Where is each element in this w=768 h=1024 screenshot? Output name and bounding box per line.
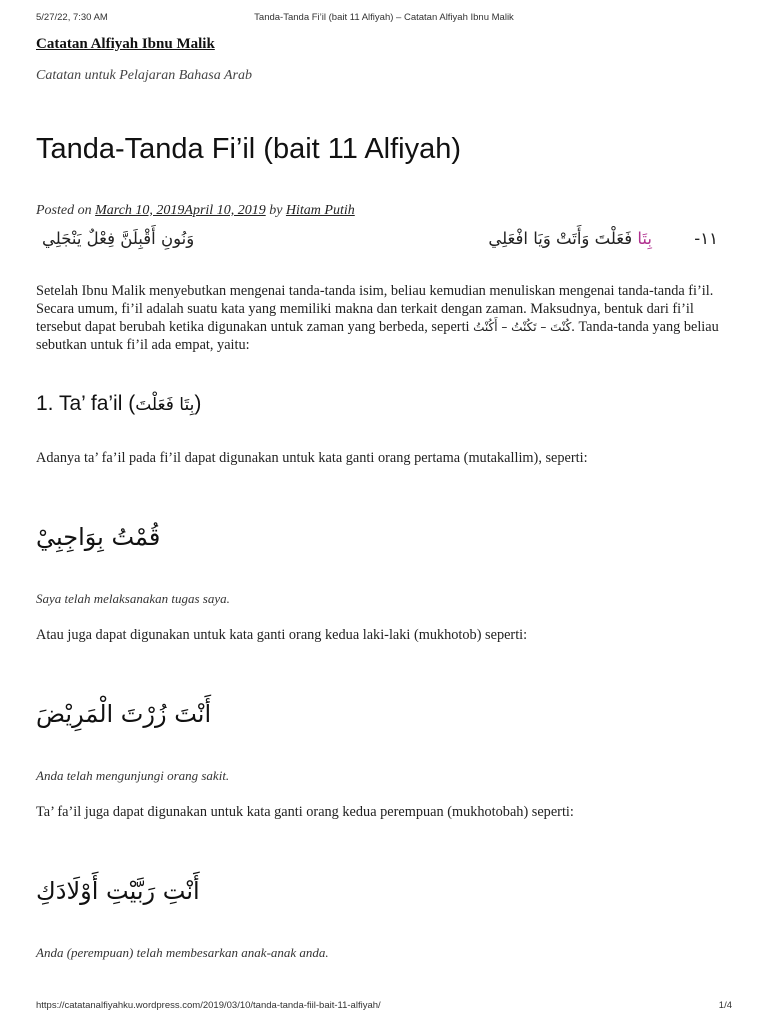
article <box>36 30 732 961</box>
translation-2: Anda telah mengunjungi orang sakit. <box>36 767 230 783</box>
arabic-example-2: أَنْتَ زُرْتَ الْمَرِيْضَ <box>36 699 212 728</box>
arabic-example-1: قُمْتُ بِوَاجِبِيْ <box>36 522 161 551</box>
intro-arabic-examples: كُنْتَ – تَكُنْتُ – أَكُنْتُ <box>473 319 572 334</box>
paragraph-mutakallim: Adanya ta’ fa’il pada fi’il dapat digunakan untuk kata ganti orang pertama (mutakallim), seperti: <box>36 449 588 466</box>
arabic-example-3: أَنْتِ رَبَّيْتِ أَوْلَادَكِ <box>36 876 200 905</box>
intro-text-after: . Tanda-tanda yang beliau sebutkan untuk fi’il ada empat, yaitu: <box>36 318 719 353</box>
translation-3: Anda (perempuan) telah membesarkan anak-anak anda. <box>36 944 329 960</box>
print-page-number: 1/4 <box>718 1000 732 1011</box>
paragraph-mukhotobah: Ta’ fa’il juga dapat digunakan untuk kata ganti orang kedua perempuan (mukhotobah) seperti: <box>36 803 574 820</box>
post-meta <box>36 203 732 219</box>
verse-hemistich-1 <box>488 229 652 248</box>
site-title-link[interactable]: Catatan Alfiyah Ibnu Malik <box>36 36 215 52</box>
intro-text-before: Setelah Ibnu Malik menyebutkan mengenai tanda-tanda isim, beliau kemudian menuliskan mengenai tanda-tanda fi’il. Secara umum, fi’il adalah suatu kata yang memiliki makna dan terkait dengan zaman. Maksudnya, bentuk dari fi’il tersebut dapat berubah ketika digunakan untuk zaman yang berbeda, seperti <box>36 282 714 335</box>
print-footer <box>36 1000 732 1014</box>
section-heading-arabic: بِتَا فَعَلْتَ <box>135 394 195 415</box>
alfiyah-verse <box>36 227 732 255</box>
paragraph-mukhotob: Atau juga dapat digunakan untuk kata ganti orang kedua laki-laki (mukhotob) seperti: <box>36 626 528 643</box>
section-heading-ta-fail <box>36 392 732 416</box>
site-tagline: Catatan untuk Pelajaran Bahasa Arab <box>36 68 252 83</box>
post-date-link[interactable]: March 10, 2019April 10, 2019 <box>95 202 266 218</box>
post-title: Tanda-Tanda Fi’il (bait 11 Alfiyah) <box>36 133 462 165</box>
by-label: by <box>265 202 286 218</box>
print-page-title: Tanda-Tanda Fi’il (bait 11 Alfiyah) – Catatan Alfiyah Ibnu Malik <box>254 12 514 23</box>
print-url: https://catatanalfiyahku.wordpress.com/2019/03/10/tanda-tanda-fiil-bait-11-alfiyah/ <box>36 1000 381 1011</box>
verse-highlight: بِتَا <box>637 228 652 248</box>
author-link[interactable]: Hitam Putih <box>285 202 355 218</box>
section-heading-close: ) <box>194 391 202 415</box>
verse-number: ١١- <box>694 228 718 248</box>
intro-paragraph <box>36 282 732 354</box>
posted-on-label: Posted on <box>36 202 96 218</box>
print-header <box>36 12 732 26</box>
verse-hemistich-1-rest: فَعَلْتَ وَأَتَتْ وَيَا افْعَلِي <box>488 228 638 248</box>
section-heading-text: 1. Ta’ fa’il ( <box>36 391 136 415</box>
verse-hemistich-2: وَنُونِ أَقْبِلَنَّ فِعْلٌ يَنْجَلِي <box>42 228 195 248</box>
print-datetime: 5/27/22, 7:30 AM <box>36 12 108 23</box>
translation-1: Saya telah melaksanakan tugas saya. <box>36 590 230 606</box>
